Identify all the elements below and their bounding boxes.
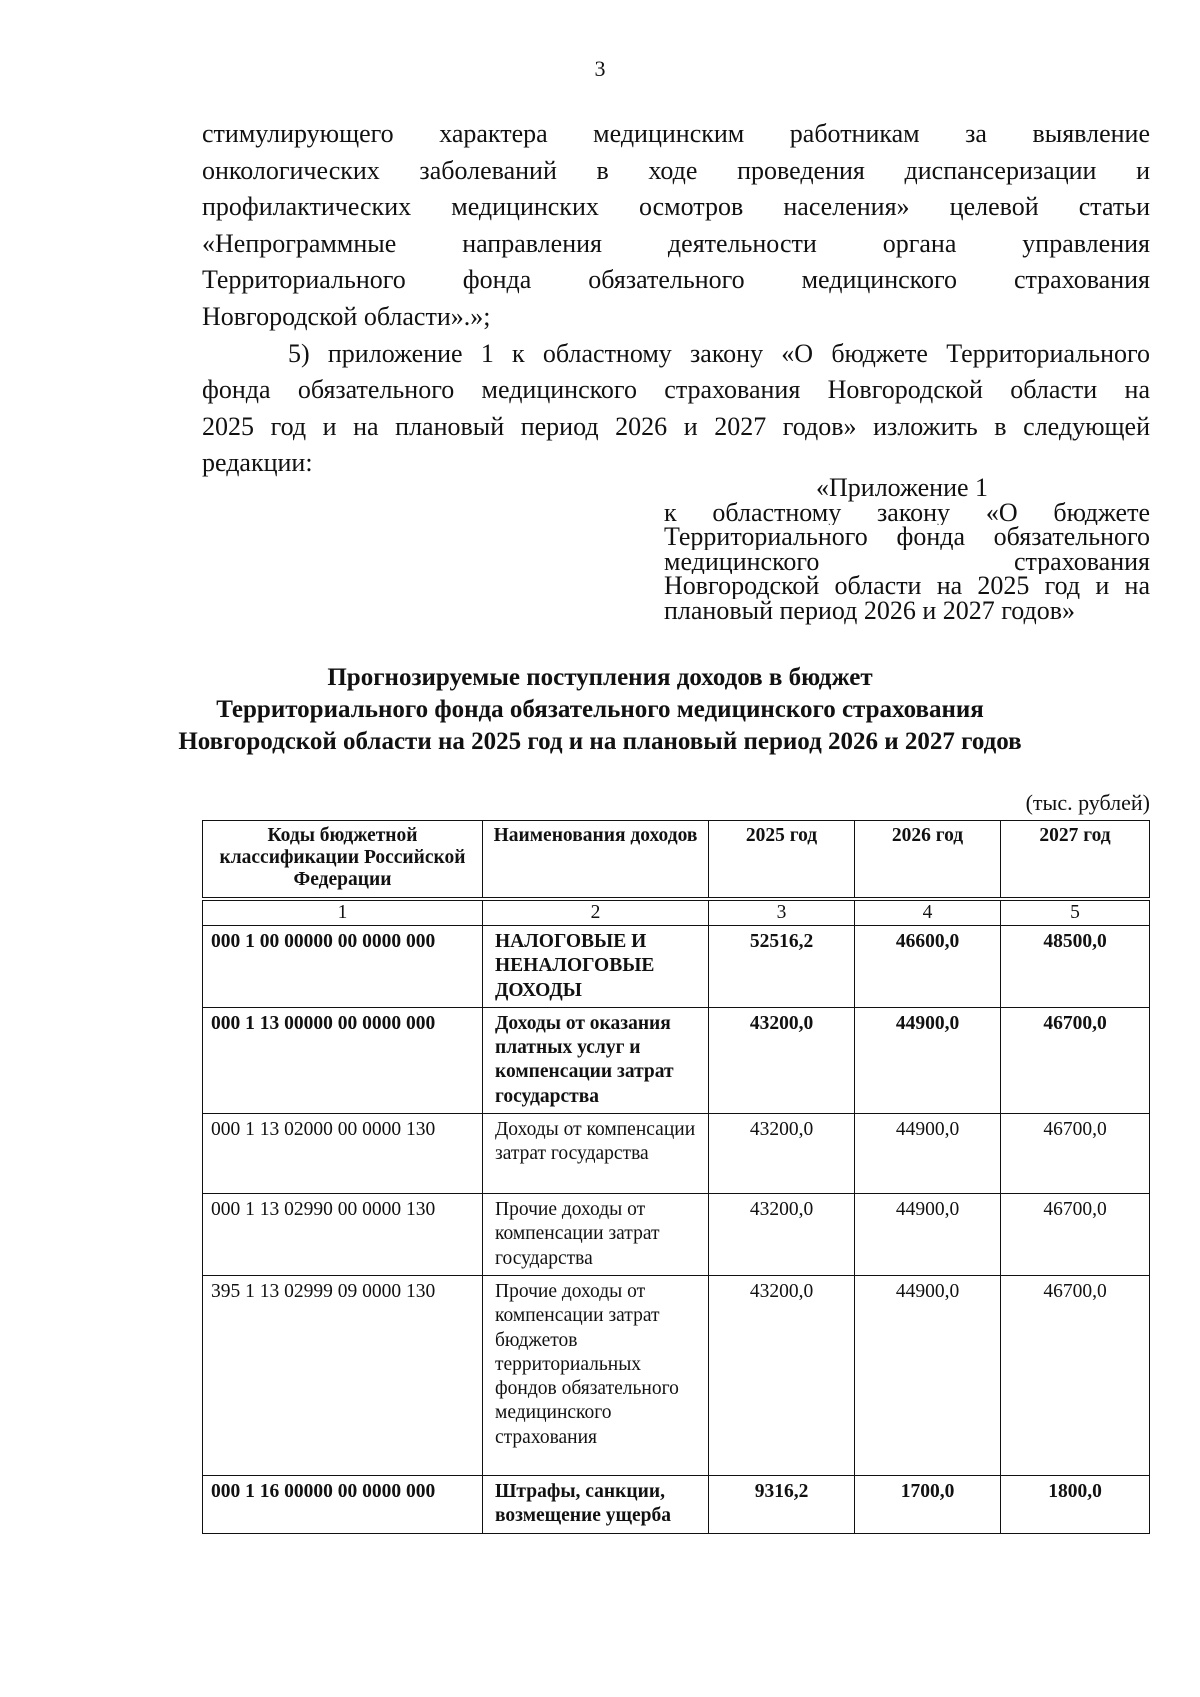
table-title xyxy=(0,662,1200,758)
row-value-2027: 46700,0 xyxy=(1001,1275,1150,1475)
table-row xyxy=(203,1007,1150,1113)
body-line: Новгородской области».»; xyxy=(202,301,491,331)
header-2025: 2025 год xyxy=(709,821,855,898)
body-text xyxy=(202,116,1150,482)
row-code: 000 1 13 02000 00 0000 130 xyxy=(203,1114,483,1194)
column-number: 4 xyxy=(855,901,1001,926)
row-value-2026: 46600,0 xyxy=(855,926,1001,1008)
row-value-2027: 1800,0 xyxy=(1001,1475,1150,1533)
row-value-2025: 43200,0 xyxy=(709,1194,855,1276)
appendix-line: к областному закону «О бюджете xyxy=(664,500,1150,525)
row-value-2026: 44900,0 xyxy=(855,1007,1001,1113)
column-number: 5 xyxy=(1001,901,1150,926)
appendix-line: плановый период 2026 и 2027 годов» xyxy=(664,595,1076,625)
title-line: Новгородской области на 2025 год и на плановый период 2026 и 2027 годов xyxy=(178,728,1022,755)
row-value-2027: 46700,0 xyxy=(1001,1194,1150,1276)
row-value-2026: 1700,0 xyxy=(855,1475,1001,1533)
row-name: Прочие доходы от компенсации затрат бюджетов территориальных фондов обязательного медицинского страхования xyxy=(483,1275,709,1475)
header-2027: 2027 год xyxy=(1001,821,1150,898)
row-value-2025: 43200,0 xyxy=(709,1114,855,1194)
row-code: 395 1 13 02999 09 0000 130 xyxy=(203,1275,483,1475)
row-value-2027: 46700,0 xyxy=(1001,1114,1150,1194)
table-row xyxy=(203,1114,1150,1194)
units-label: (тыс. рублей) xyxy=(1025,790,1150,815)
row-value-2026: 44900,0 xyxy=(855,1114,1001,1194)
table-row xyxy=(203,926,1150,1008)
row-value-2027: 46700,0 xyxy=(1001,1007,1150,1113)
body-line: 5) приложение 1 к областному закону «О бюджете Территориального xyxy=(288,338,1150,368)
appendix-line: медицинского страхования xyxy=(664,549,1150,574)
appendix-header xyxy=(664,473,1150,625)
row-code: 000 1 13 00000 00 0000 000 xyxy=(203,1007,483,1113)
row-name: Прочие доходы от компенсации затрат государства xyxy=(483,1194,709,1276)
table-header-row xyxy=(203,821,1150,898)
body-line: онкологических заболеваний в ходе проведения диспансеризации и xyxy=(202,155,1150,185)
row-value-2026: 44900,0 xyxy=(855,1194,1001,1276)
row-value-2027: 48500,0 xyxy=(1001,926,1150,1008)
row-code: 000 1 13 02990 00 0000 130 xyxy=(203,1194,483,1276)
title-line: Территориального фонда обязательного медицинского страхования xyxy=(216,696,984,723)
row-value-2025: 43200,0 xyxy=(709,1275,855,1475)
row-name: НАЛОГОВЫЕ И НЕНАЛОГОВЫЕ ДОХОДЫ xyxy=(483,926,709,1008)
table-row xyxy=(203,1475,1150,1533)
row-value-2025: 52516,2 xyxy=(709,926,855,1008)
body-line: стимулирующего характера медицинским работникам за выявление xyxy=(202,119,1150,148)
column-number: 2 xyxy=(483,901,709,926)
header-code: Коды бюджетной классификации Российской Федерации xyxy=(203,821,483,898)
body-line: 2025 год и на плановый период 2026 и 2027 годов» изложить в следующей xyxy=(202,411,1150,441)
body-line: профилактических медицинских осмотров населения» целевой статьи xyxy=(202,192,1150,222)
appendix-line: Территориального фонда обязательного xyxy=(664,525,1150,550)
table-row xyxy=(203,1275,1150,1475)
appendix-line: Новгородской области на 2025 год и на xyxy=(664,574,1150,599)
body-line: «Непрограммные направления деятельности органа управления xyxy=(202,228,1150,258)
column-number-row xyxy=(203,901,1150,926)
row-code: 000 1 16 00000 00 0000 000 xyxy=(203,1475,483,1533)
title-line: Прогнозируемые поступления доходов в бюджет xyxy=(327,664,873,691)
body-line: редакции: xyxy=(202,448,313,478)
row-value-2025: 9316,2 xyxy=(709,1475,855,1533)
row-name: Доходы от компенсации затрат государства xyxy=(483,1114,709,1194)
column-number: 1 xyxy=(203,901,483,926)
header-2026: 2026 год xyxy=(855,821,1001,898)
table-row xyxy=(203,1194,1150,1276)
column-number: 3 xyxy=(709,901,855,926)
row-name: Штрафы, санкции, возмещение ущерба xyxy=(483,1475,709,1533)
row-code: 000 1 00 00000 00 0000 000 xyxy=(203,926,483,1008)
body-line: Территориального фонда обязательного медицинского страхования xyxy=(202,265,1150,295)
appendix-heading: «Приложение 1 xyxy=(816,473,989,502)
row-name: Доходы от оказания платных услуг и компенсации затрат государства xyxy=(483,1007,709,1113)
row-value-2026: 44900,0 xyxy=(855,1275,1001,1475)
body-line: фонда обязательного медицинского страхования Новгородской области на xyxy=(202,375,1150,405)
row-value-2025: 43200,0 xyxy=(709,1007,855,1113)
header-name: Наименования доходов xyxy=(483,821,709,898)
income-table xyxy=(202,820,1150,1534)
page-number: 3 xyxy=(594,56,606,81)
